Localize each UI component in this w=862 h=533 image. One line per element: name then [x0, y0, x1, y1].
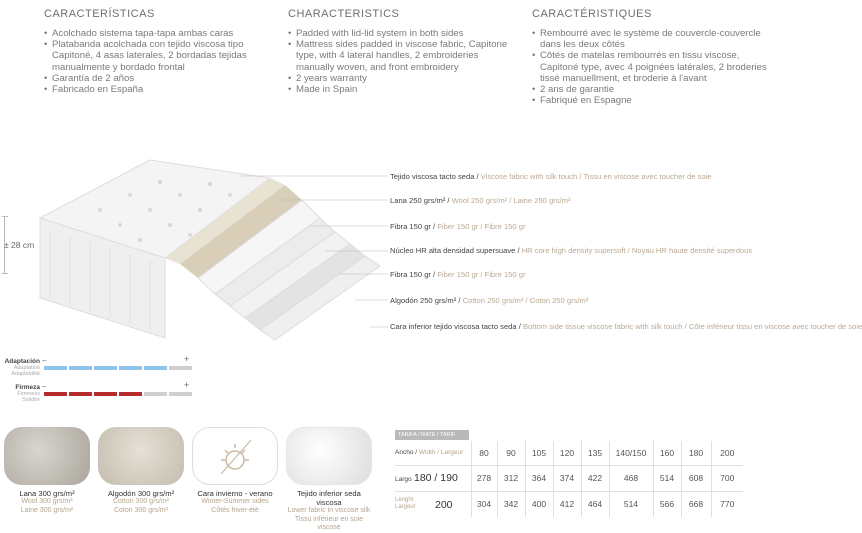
- feature-cotton: Algodón 300 grs/m² Cotton 300 grs/m² Coton 300 grs/m²: [96, 427, 186, 515]
- layer-label: Fibra 150 gr / Fiber 150 gr / Fibre 150 gr: [390, 270, 526, 279]
- meter-segment: [69, 392, 92, 396]
- cotton-sample-image: [98, 427, 184, 485]
- meter-segment: [169, 392, 192, 396]
- list-item: • Fabriqué en Espagne: [532, 95, 772, 106]
- layer-label: Núcleo HR alta densidad supersuave / HR core high density supersoft / Noyau HR haute densité superdoux: [390, 246, 753, 255]
- list-item: • 2 years warranty: [288, 73, 518, 84]
- list-item: • Platabanda acolchada con tejido viscosa tipo Capitoné, 4 asas laterales, 2 bordadas tejidas manualmente y bordado frontal: [44, 39, 274, 73]
- mattress-cutaway-illustration: [40, 140, 400, 355]
- table-row: Largo 180 / 190 278 312 364 374 422 468 514 608 700: [395, 465, 743, 491]
- characteristics-en: [288, 8, 518, 95]
- column-title: CARACTÉRISTIQUES: [532, 8, 652, 20]
- meter-segment: [119, 392, 142, 396]
- height-dimension: [2, 216, 38, 274]
- layer-label: Fibra 150 gr / Fiber 150 gr / Fibre 150 gr: [390, 222, 526, 231]
- list-item: • 2 ans de garantie: [532, 84, 772, 95]
- list-item: • Made in Spain: [288, 84, 518, 95]
- meter-segment: [94, 392, 117, 396]
- layer-label: Cara inferior tejido viscosa tacto seda / Bottom side tissue viscose fabric with silk touch / Côte inférieur tissu en viscose avec toucher de soie: [390, 322, 862, 331]
- feature-lower-fabric: Tejido inferior seda viscosa Lower fabric in viscose silk Tissu inférieur en soie viscose: [284, 427, 374, 533]
- list-item: • Mattress sides padded in viscose fabric, Capitone type, with 4 lateral handles, 2 embroideries manually woven, and front embroidery: [288, 39, 518, 73]
- height-label: ± 28 cm: [4, 240, 35, 250]
- meter-segment: [169, 366, 192, 370]
- list-item: • Rembourré avec le système de couvercle-couvercle dans les deux côtés: [532, 28, 772, 50]
- meter-segment: [119, 366, 142, 370]
- list-item: • Garantía de 2 años: [44, 73, 274, 84]
- characteristics-fr: [532, 8, 772, 106]
- layer-label: Lana 250 grs/m² / Wool 250 grs/m² / Laine 250 grs/m²: [390, 196, 571, 205]
- adaptation-meter: Adaptación Adaptation Adaptabilité – +: [0, 358, 200, 398]
- meter-segment: [94, 366, 117, 370]
- wool-sample-image: [4, 427, 90, 485]
- column-title: CARACTERÍSTICAS: [44, 8, 155, 20]
- meter-segment: [144, 392, 167, 396]
- price-table-badge: TARIFA / RATE / TARIF: [395, 430, 469, 440]
- list-item: • Acolchado sistema tapa-tapa ambas caras: [44, 28, 274, 39]
- meter-segment: [69, 366, 92, 370]
- table-row: Lenght Largeur 200 304 342 400 412 464 514 566 668 770: [395, 491, 743, 517]
- feature-wool: Lana 300 grs/m² Wool 300 grs/m² Laine 300 grs/m²: [2, 427, 92, 515]
- list-item: • Côtés de matelas rembourrés en tissu viscose, Capitoné type, avec 4 poignées latérales, 2 broderies tissé manuellment, et broderie à l'avant: [532, 50, 772, 84]
- meter-segment: [44, 392, 67, 396]
- feature-winter-summer: Cara invierno - verano Winter-Summer sides Côtés hiver-été: [190, 427, 280, 515]
- fabric-sample-image: [286, 427, 372, 485]
- meter-segment: [144, 366, 167, 370]
- sun-snow-icon: [192, 427, 278, 485]
- list-item: • Fabricado en España: [44, 84, 274, 95]
- layer-label: Tejido viscosa tacto seda / Viscose fabric with silk touch / Tissu en viscose avec toucher de soie: [390, 172, 712, 181]
- list-item: • Padded with lid-lid system in both sides: [288, 28, 518, 39]
- meter-segment: [44, 366, 67, 370]
- table-row: Ancho / Width / Largeur 80 90 105 120 135 140/150 160 180 200: [395, 441, 743, 465]
- price-table: [395, 441, 743, 517]
- firmness-meter: Firmeza Firmness Solidité – +: [0, 384, 200, 424]
- layer-label: Algodón 250 grs/m² / Cotton 250 grs/m² / Coton 250 grs/m²: [390, 296, 589, 305]
- characteristics-es: [44, 8, 274, 95]
- column-title: CHARACTERISTICS: [288, 8, 400, 20]
